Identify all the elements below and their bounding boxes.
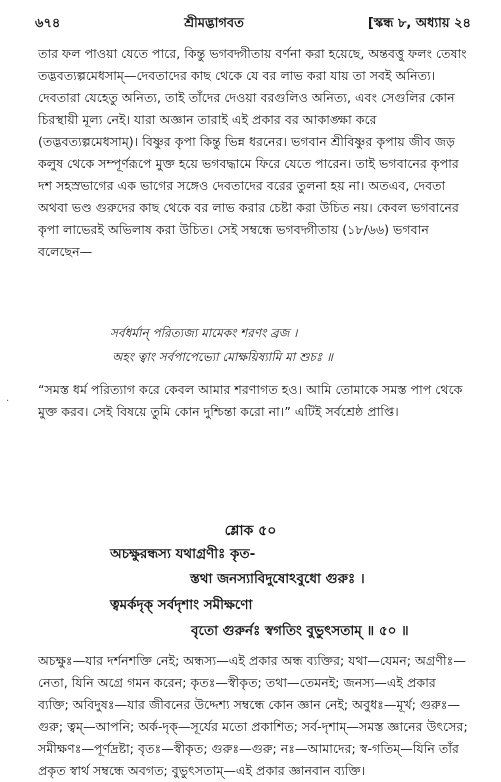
purport-paragraph-1: তার ফল পাওয়া যেতে পারে, কিন্তু ভগবদ্গীতায় বর্ণনা করা হয়েছে, অন্তবত্তু ফলং তেষাং তদ্ভবত্যল্পমেধসাম্—দেবতাদের কাছ থেকে যে বর লাভ করা যায় তা সবই অনিত্য। দেবতারা যেহেতু অনিত্য, তাই তাঁদের দেওয়া বরগুলিও অনিত্য, এবং সেগুলির কোন চিরস্থায়ী মূল্য নেই। যারা অজ্ঞান তারাই এই প্রকার বর আকাঙ্ক্ষা করে (তদ্ভবত্যল্পমেধসাম্)। বিষ্ণুর কৃপা কিন্তু ভিন্ন ধরনের। ভগবান শ্রীবিষ্ণুর কৃপায় জীব জড় কলুষ থেকে সম্পূর্ণরূপে মুক্ত হয়ে ভগবদ্ধামে ফিরে যেতে পারেন। তাই ভগবানের কৃপার দশ সহস্রভাগের এক ভাগের সঙ্গেও দেবতাদের বরের তুলনা হয় না। অতএব, দেবতা অথবা ভণ্ড গুরুদের কাছ থেকে বর লাভ করার চেষ্টা করা উচিত নয়। কেবল ভগবানের কৃপা লাভেরই অভিলাষ করা উচিত। সেই সম্বন্ধে ভগবদ্গীতায় (১৮/৬৬) ভগবান বলেছেন— bbox=[38, 46, 467, 259]
gita-quote-line-2: অহং ত্বাং সর্বপাপেভ্যো মোক্ষয়িষ্যামি মা শুচঃ ॥ bbox=[112, 350, 333, 364]
sloka-line-2: স্তথা জনস্যাবিদুষোঽবুধো গুরুঃ । bbox=[190, 571, 365, 587]
sloka-line-3: ত্বমর্কদৃক্ সর্বদৃশাং সমীক্ষণো bbox=[110, 597, 253, 613]
purport-paragraph-2: “সমস্ত ধর্ম পরিত্যাগ করে কেবল আমার শরণাগত হও। আমি তোমাকে সমস্ত পাপ থেকে মুক্ত করব। সেই বিষয়ে তুমি কোন দুশ্চিন্তা করো না।” এটিই সর্বশ্রেষ্ঠ প্রাপ্তি। bbox=[38, 382, 463, 419]
sloka-line-4: বৃতো গুরুর্নঃ স্বগতিং বুভুৎসতাম্ ॥ ৫০ ॥ bbox=[191, 623, 409, 639]
page-header bbox=[35, 14, 471, 34]
synonyms-paragraph: অচক্ষুঃ—যার দর্শনশক্তি নেই; অন্ধস্য—এই প্রকার অন্ধ ব্যক্তির; যথা—যেমন; অগ্রণীঃ—নেতা, যিনি অগ্রে গমন করেন; কৃতঃ—স্বীকৃত; তথা—তেমনই; জনস্য—এই প্রকার ব্যক্তি; অবিদুষঃ—যার জীবনের উদ্দেশ্য সম্বন্ধে কোন জ্ঞান নেই; অবুধঃ—মূর্খ; গুরুঃ—গুরু; ত্বম্—আপনি; অর্ক-দৃক্—সূর্যের মতো প্রকাশিত; সর্ব-দৃশাম্—সমস্ত জ্ঞানের উৎসের; সমীক্ষণঃ—পূর্ণদ্রষ্টা; বৃতঃ—স্বীকৃত; গুরুঃ—গুরু; নঃ—আমাদের; স্ব-গতিম্—যিনি তাঁর প্রকৃত স্বার্থ সম্বন্ধে অবগত; বুভুৎসতাম্—এই প্রকার জ্ঞানবান ব্যক্তি। bbox=[38, 653, 468, 778]
gita-quote-line-1: সর্বধর্মান্ পরিত্যজ্য মামেকং শরণং ব্রজ । bbox=[110, 326, 298, 340]
book-title: শ্রীমদ্ভাগবত bbox=[184, 15, 244, 31]
margin-mark: · bbox=[6, 396, 10, 407]
sloka-line-1: অচক্ষুরন্ধস্য যথাগ্রণীঃ কৃত- bbox=[110, 546, 256, 562]
page-number: ৬৭৪ bbox=[35, 15, 61, 31]
chapter-reference: [স্কন্ধ ৮, অধ্যায় ২৪ bbox=[367, 15, 471, 31]
sloka-title: শ্লোক ৫০ bbox=[224, 523, 277, 539]
